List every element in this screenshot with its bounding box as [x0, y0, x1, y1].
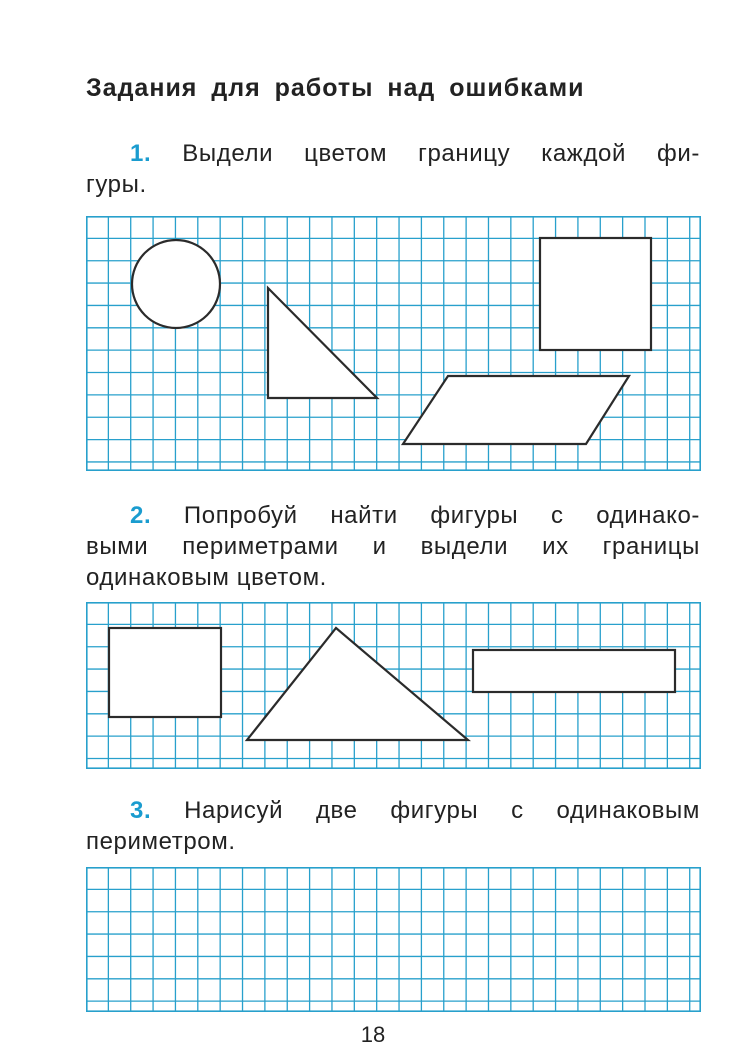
square-shape [540, 238, 651, 350]
circle-shape [132, 240, 220, 328]
task-1-line-2: гуры. [86, 171, 147, 198]
task-3-number: 3. [130, 797, 152, 824]
task-2 [86, 500, 700, 593]
rectangle-shape [109, 628, 221, 717]
task-1 [86, 138, 700, 200]
task-1-number: 1. [130, 140, 152, 167]
grid-task-2 [86, 602, 701, 769]
task-3-line-2: периметром. [86, 828, 236, 855]
task-3 [86, 795, 700, 857]
task-2-line-2: выми периметрами и выдели их границы [86, 533, 700, 560]
task-1-line-1: 1. Выдели цветом границу каждой фи- [130, 140, 700, 167]
task-2-number: 2. [130, 502, 152, 529]
grid-task-1 [86, 216, 701, 471]
grid-task-3 [86, 867, 701, 1012]
task-2-line-1: 2. Попробуй найти фигуры с одинако- [130, 502, 700, 529]
section-heading: Задания для работы над ошибками [86, 74, 585, 102]
task-2-line-3: одинаковым цветом. [86, 564, 327, 591]
long-rectangle-shape [473, 650, 675, 692]
page-number: 18 [360, 1022, 386, 1047]
task-3-line-1: 3. Нарисуй две фигуры с одинаковым [130, 797, 700, 824]
